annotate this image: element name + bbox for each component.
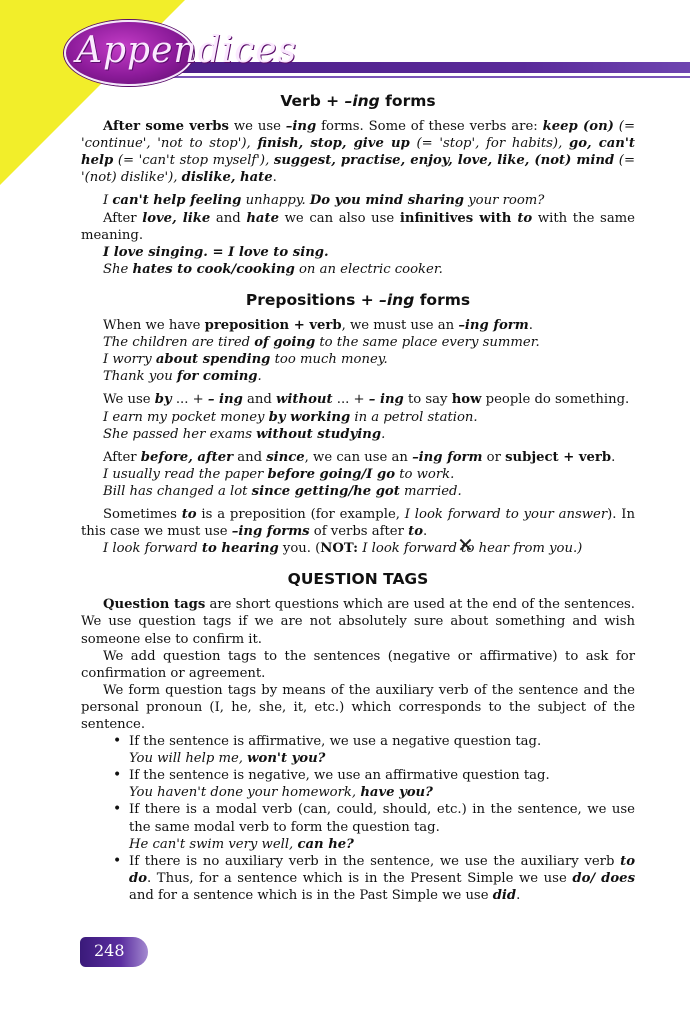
heading-verb-ing: Verb + –ing forms: [280, 92, 436, 110]
paragraph: Sometimes to is a preposition (for example, I look forward to your answer). In this case we must use –ing forms of verbs after to.: [81, 506, 635, 540]
section-logo-title: Appendices: [76, 30, 298, 71]
rules-list: [81, 733, 635, 904]
paragraph: Question tags are short questions which are used at the end of the sentences. We use question tags if we are not absolutely sure about something and wish someone else to confirm it.: [81, 597, 635, 647]
paragraph: After love, like and hate we can also use infinitives with to with the same meaning.: [81, 210, 635, 243]
paragraph: We use by ... + – ing and without ... + – ing to say how people do something.: [103, 392, 630, 408]
paragraph: We form question tags by means of the auxiliary verb of the sentence and the personal pronoun (I, he, she, it, etc.) which corresponds to the subject of the sentence.: [81, 682, 635, 732]
example: I can't help feeling unhappy. Do you mind sharing your room?: [103, 193, 545, 209]
example: I love singing. = I love to sing.: [103, 244, 329, 260]
list-item: • If there is a modal verb (can, could, should, etc.) in the sentence, we use the same modal verb to form the question tag. He can't swim very well, can he?: [129, 801, 635, 852]
example: She hates to cook/cooking on an electric cooker.: [103, 261, 443, 277]
heading-question-tags: QUESTION TAGS: [287, 570, 429, 589]
paragraph: After before, after and since, we can use an –ing form or subject + verb.: [103, 449, 616, 465]
crossed-out-word: to ✕: [461, 540, 474, 557]
example: The children are tired of going to the same place every summer.: [103, 335, 540, 351]
page-content: [81, 93, 635, 904]
list-item: • If there is no auxiliary verb in the sentence, we use the auxiliary verb to do. Thus, for a sentence which is in the Present Simple we use do/ does and for a sentence which is in the Past Simple we use did.: [129, 853, 635, 904]
example: I usually read the paper before going/I go to work.: [103, 466, 455, 482]
example: I worry about spending too much money.: [103, 352, 388, 368]
paragraph: When we have preposition + verb, we must use an –ing form.: [103, 318, 533, 334]
example: Thank you for coming.: [103, 369, 262, 385]
example: She passed her exams without studying.: [103, 426, 386, 442]
page-number: 248: [94, 941, 125, 960]
paragraph: After some verbs we use –ing forms. Some of these verbs are: keep (on) (= 'continue', 'not to stop'), finish, stop, give up (= 'stop', for habits), go, can't help (= 'can't stop myself'), suggest, practise, enjoy, love, like, (not) mind (= '(not) dislike'), dislike, hate.: [81, 119, 636, 186]
heading-prepositions-ing: Prepositions + –ing forms: [245, 290, 471, 309]
example: I earn my pocket money by working in a petrol station.: [103, 409, 478, 425]
example: I look forward to hearing you. (NOT: I look forward to ✕ hear from you.): [81, 540, 635, 557]
list-item: • If the sentence is negative, we use an affirmative question tag. You haven't done your homework, have you?: [129, 767, 635, 801]
paragraph: We add question tags to the sentences (negative or affirmative) to ask for confirmation or agreement.: [81, 648, 635, 681]
header-bar-line: [130, 76, 690, 78]
example: Bill has changed a lot since getting/he got married.: [103, 483, 462, 499]
list-item: • If the sentence is affirmative, we use a negative question tag. You will help me, won't you?: [129, 733, 635, 767]
